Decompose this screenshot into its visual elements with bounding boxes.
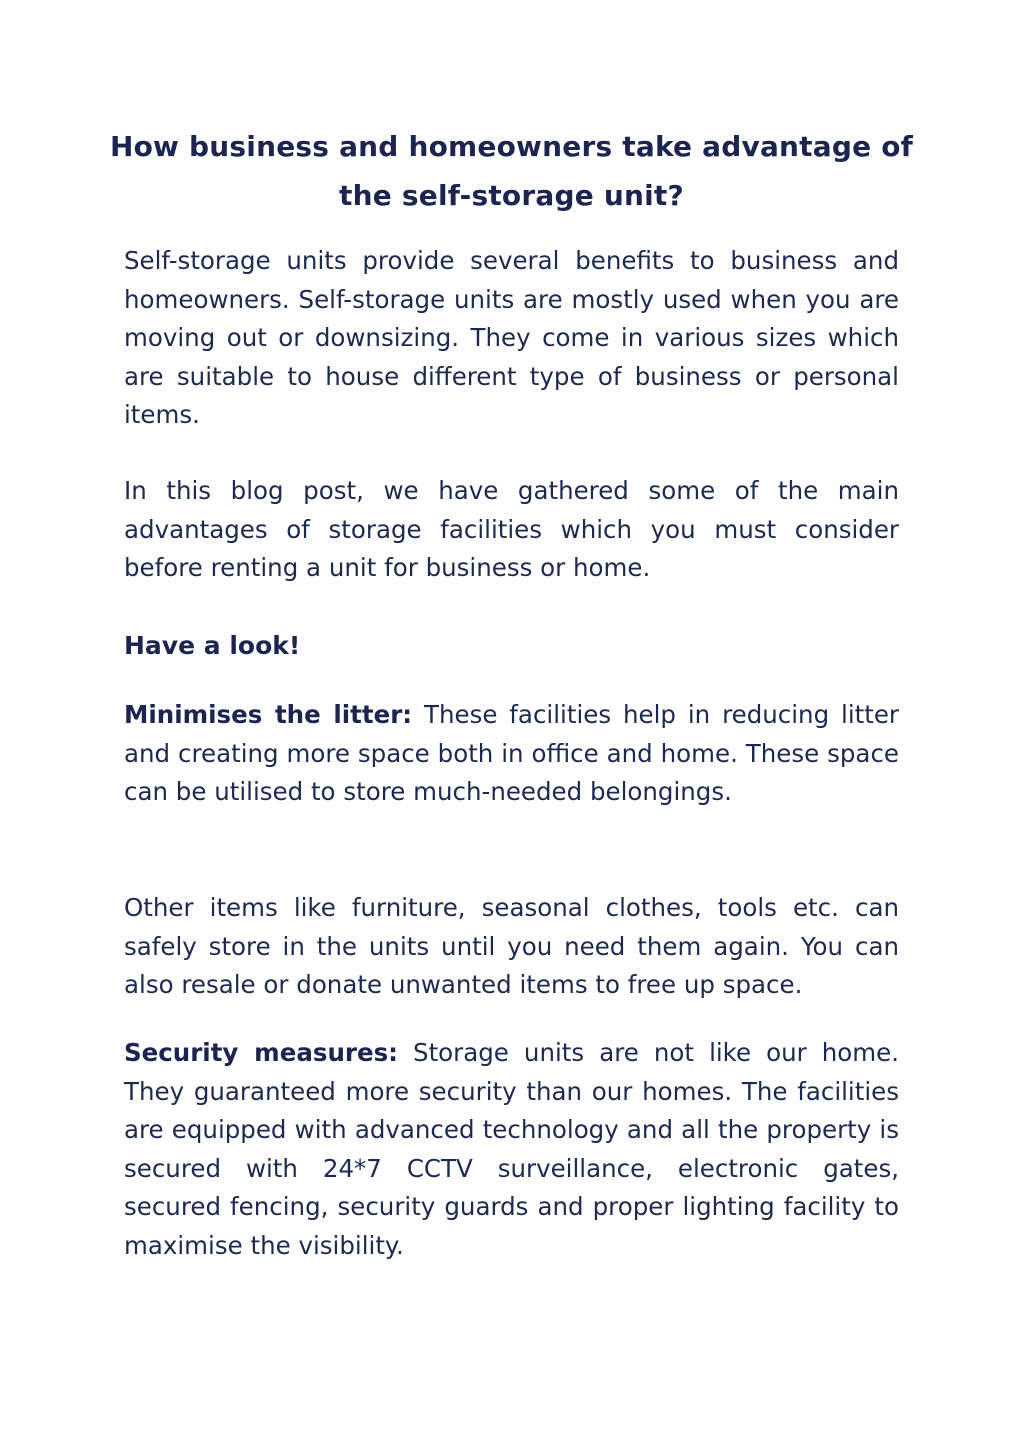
other-items-paragraph: Other items like furniture, seasonal clothes, tools etc. can safely store in the units until you need them again. You can also resale or donate unwanted items to free up space.	[124, 893, 899, 999]
litter-paragraph	[124, 696, 899, 812]
litter-text: These facilities help in reducing litter and creating more space both in office and home. These space can be utilised to store much-needed belongings.	[124, 700, 899, 806]
document-title	[100, 122, 923, 220]
security-paragraph	[124, 1034, 899, 1265]
security-lead: Security measures:	[124, 1038, 398, 1067]
litter-lead: Minimises the litter:	[124, 700, 413, 729]
blog-intro-paragraph: In this blog post, we have gathered some of the main advantages of storage facilities which you must consider before renting a unit for business or home.	[124, 476, 899, 582]
intro-paragraph: Self-storage units provide several benefits to business and homeowners. Self-storage units are mostly used when you are moving out or downsizing. They come in various sizes which are suitable to house different type of business or personal items.	[124, 246, 899, 429]
title-line-2: the self-storage unit?	[339, 179, 684, 212]
security-text: Storage units are not like our home. They guaranteed more security than our homes. The facilities are equipped with advanced technology and all the property is secured with 24*7 CCTV surveillance, electronic gates, secured fencing, security guards and proper lighting facility to maximise the visibility.	[124, 1038, 900, 1260]
have-a-look-heading: Have a look!	[124, 631, 301, 660]
title-line-1: How business and homeowners take advantage of	[109, 130, 914, 163]
